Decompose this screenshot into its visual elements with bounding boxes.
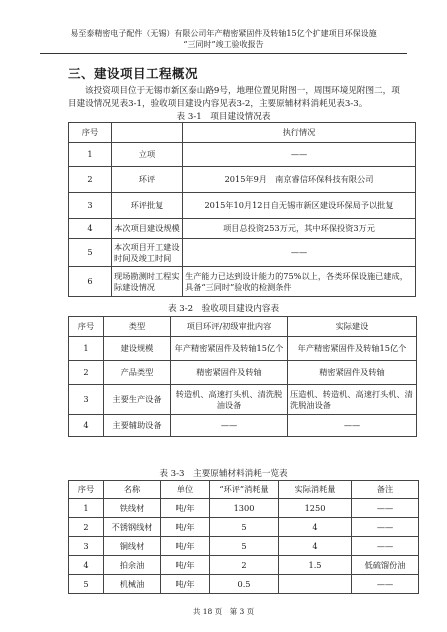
cell-name: 铁线材 — [104, 499, 161, 518]
column-header: 项目环评/初级审批内容 — [171, 317, 288, 337]
cell-actual: 压造机、转造机、高速打头机、清洗脱油设备 — [288, 385, 417, 415]
header-divider — [40, 53, 407, 54]
cell-status: 项目总投资253万元，其中环保投资3万元 — [183, 219, 416, 239]
cell-note: —— — [352, 575, 419, 594]
cell-eia: 5 — [210, 537, 279, 556]
column-header: 实际建设 — [288, 317, 417, 337]
page-footer: 共 18 页 第 3 页 — [192, 607, 255, 616]
cell-status: 2015年10月12日自无锡市新区建设环保局予以批复 — [183, 193, 416, 219]
cell-approved: 转造机、高速打头机、清洗脱油设备 — [171, 385, 288, 415]
table-row — [69, 537, 419, 556]
cell-eia: 2 — [210, 556, 279, 575]
cell-unit: 吨/年 — [161, 556, 210, 575]
cell-actual: 年产精密紧固件及转轴15亿个 — [288, 337, 417, 361]
cell-item: 环评 — [112, 167, 183, 193]
cell-status: —— — [183, 143, 416, 167]
table-row — [69, 337, 417, 361]
intro-paragraph: 该投资项目位于无锡市新区泰山路9号，地理位置见附图一，周围环境见附图二，项目建设情况见表3-1，验收项目建设内容见表3-2，主要原辅材料消耗见表3-3。 — [68, 86, 400, 109]
table-header-row — [69, 481, 419, 499]
column-header: “环评”消耗量 — [210, 481, 279, 499]
table-row — [69, 361, 417, 385]
column-header: 实际消耗量 — [279, 481, 352, 499]
cell-no: 5 — [69, 575, 104, 594]
cell-name: 铜线材 — [104, 537, 161, 556]
cell-unit: 吨/年 — [161, 575, 210, 594]
table1-caption: 表 3-1 项目建设情况表 — [176, 112, 271, 122]
cell-unit: 吨/年 — [161, 537, 210, 556]
cell-no: 6 — [69, 267, 112, 297]
cell-no: 3 — [69, 385, 104, 415]
column-header: 序号 — [69, 317, 104, 337]
cell-note: 低硫馏份油 — [352, 556, 419, 575]
cell-note: —— — [352, 537, 419, 556]
table-row — [69, 239, 416, 267]
table-row — [69, 575, 419, 594]
column-header: 序号 — [69, 481, 104, 499]
cell-eia: 0.5 — [210, 575, 279, 594]
header-line-1: 易至泰精密电子配件（无锡）有限公司年产精密紧固件及转轴15亿个扩建项目环保设施 — [70, 29, 377, 38]
table-row — [69, 193, 416, 219]
cell-item: 现场勘测时工程实际建设情况 — [112, 267, 183, 297]
cell-no: 3 — [69, 193, 112, 219]
cell-actual: —— — [288, 415, 417, 437]
cell-unit: 吨/年 — [161, 499, 210, 518]
table-header-row — [69, 317, 417, 337]
cell-note: —— — [352, 518, 419, 537]
cell-actual: 1.5 — [279, 556, 352, 575]
cell-name: 机械油 — [104, 575, 161, 594]
cell-status: —— — [183, 239, 416, 267]
table2-caption: 表 3-2 验收项目建设内容表 — [167, 304, 280, 314]
column-header: 名称 — [104, 481, 161, 499]
acceptance-content-table — [68, 316, 417, 437]
column-header: 单位 — [161, 481, 210, 499]
cell-item: 环评批复 — [112, 193, 183, 219]
section-title: 三、建设项目工程概况 — [68, 66, 199, 81]
cell-type: 产品类型 — [104, 361, 171, 385]
column-header: 备注 — [352, 481, 419, 499]
cell-item: 本次项目建设规模 — [112, 219, 183, 239]
cell-actual — [279, 575, 352, 594]
cell-actual: 1250 — [279, 499, 352, 518]
cell-name: 拍余油 — [104, 556, 161, 575]
table-row — [69, 385, 417, 415]
cell-unit: 吨/年 — [161, 518, 210, 537]
cell-no: 2 — [69, 361, 104, 385]
cell-eia: 5 — [210, 518, 279, 537]
cell-no: 5 — [69, 239, 112, 267]
table-header-row — [69, 123, 416, 143]
table3-caption: 表 3-3 主要原辅材料消耗一览表 — [159, 469, 288, 479]
cell-status: 2015年9月 南京睿信环保科技有限公司 — [183, 167, 416, 193]
table-row — [69, 143, 416, 167]
cell-name: 不锈钢线材 — [104, 518, 161, 537]
cell-item: 本次项目开工建设时间及竣工时间 — [112, 239, 183, 267]
project-status-table — [68, 122, 416, 297]
table-row — [69, 167, 416, 193]
cell-type: 建设规模 — [104, 337, 171, 361]
cell-type: 主要辅助设备 — [104, 415, 171, 437]
cell-item: 立项 — [112, 143, 183, 167]
cell-no: 2 — [69, 167, 112, 193]
cell-eia: 1300 — [210, 499, 279, 518]
column-header: 类型 — [104, 317, 171, 337]
cell-no: 4 — [69, 219, 112, 239]
cell-no: 4 — [69, 415, 104, 437]
column-header — [112, 123, 183, 143]
cell-no: 1 — [69, 143, 112, 167]
table-row — [69, 267, 416, 297]
table-row — [69, 415, 417, 437]
column-header: 执行情况 — [183, 123, 416, 143]
cell-actual: 4 — [279, 537, 352, 556]
page-header — [40, 28, 407, 50]
cell-approved: 年产精密紧固件及转轴15亿个 — [171, 337, 288, 361]
cell-no: 2 — [69, 518, 104, 537]
cell-approved: —— — [171, 415, 288, 437]
table-row — [69, 499, 419, 518]
table-row — [69, 219, 416, 239]
cell-note: —— — [352, 499, 419, 518]
cell-no: 1 — [69, 499, 104, 518]
cell-actual: 4 — [279, 518, 352, 537]
cell-actual: 精密紧固件及转轴 — [288, 361, 417, 385]
table-row — [69, 518, 419, 537]
cell-no: 3 — [69, 537, 104, 556]
table-row — [69, 556, 419, 575]
cell-approved: 精密紧固件及转轴 — [171, 361, 288, 385]
cell-status: 生产能力已达到设计能力的75%以上，各类环保设施已建成，具备“三同时”验收的检测条件 — [183, 267, 416, 297]
header-line-2: “三同时”竣工验收报告 — [183, 40, 264, 49]
column-header: 序号 — [69, 123, 112, 143]
cell-no: 4 — [69, 556, 104, 575]
cell-type: 主要生产设备 — [104, 385, 171, 415]
materials-consumption-table — [68, 480, 419, 594]
cell-no: 1 — [69, 337, 104, 361]
